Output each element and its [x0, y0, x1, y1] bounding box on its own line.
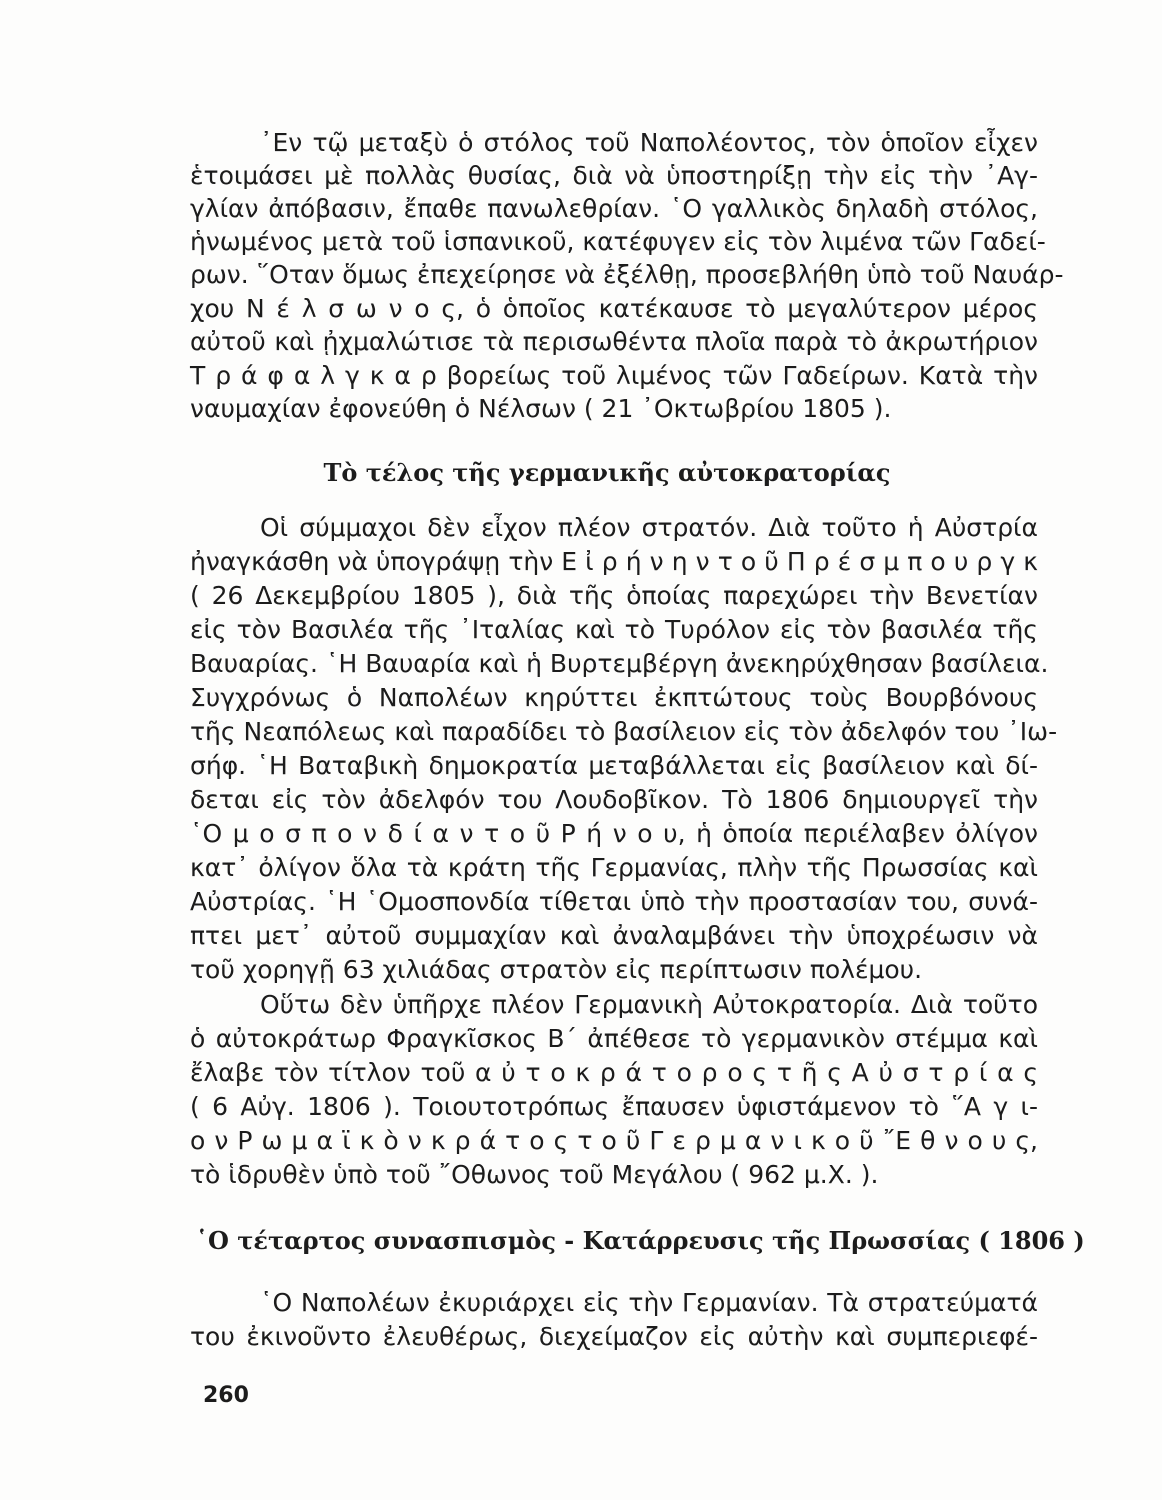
text-line: Αὐστρίας. ῾Η ῾Ομοσπονδία τίθεται ὑπὸ τὴν προστασίαν του, συνά- — [190, 887, 1038, 916]
text-line: σήφ. ῾Η Βαταβικὴ δημοκρατία μεταβάλλεται εἰς βασίλειον καὶ δί- — [190, 751, 1038, 780]
text-line: κατ᾿ ὀλίγον ὅλα τὰ κράτη τῆς Γερμανίας, πλὴν τῆς Πρωσσίας καὶ — [190, 853, 1038, 882]
text-line: τῆς Νεαπόλεως καὶ παραδίδει τὸ βασίλειον εἰς τὸν ἀδελφόν του ᾿Ιω- — [190, 717, 1058, 746]
page-number: 260 — [203, 1383, 249, 1408]
text-line: εἰς τὸν Βασιλέα τῆς ᾿Ιταλίας καὶ τὸ Τυρόλον εἰς τὸν βασιλέα τῆς — [190, 615, 1038, 644]
text-line: ἠναγκάσθη νὰ ὑπογράψῃ τὴν Ε ἰ ρ ή ν η ν τ ο ῦ Π ρ έ σ μ π ο υ ρ γ κ — [190, 547, 1038, 576]
text-line: ο ν Ρ ω μ α ϊ κ ὸ ν κ ρ ά τ ο ς τ ο ῦ Γ ε ρ μ α ν ι κ ο ῦ ῎Ε θ ν ο υ ς, — [190, 1126, 1038, 1155]
text-line: τὸ ἱδρυθὲν ὑπὸ τοῦ ῎Οθωνος τοῦ Μεγάλου ( 962 μ.Χ. ). — [190, 1160, 879, 1189]
text-line: του ἐκινοῦντο ἐλευθέρως, διεχείμαζον εἰς αὐτὴν καὶ συμπεριεφέ- — [190, 1322, 1038, 1351]
section-heading: Τὸ τέλος τῆς γερμανικῆς αὐτοκρατορίας — [323, 458, 891, 487]
text-line: αὐτοῦ καὶ ᾐχμαλώτισε τὰ περισωθέντα πλοῖα παρὰ τὸ ἀκρωτήριον — [190, 327, 1038, 356]
text-line: τοῦ χορηγῇ 63 χιλιάδας στρατὸν εἰς περίπτωσιν πολέμου. — [190, 955, 923, 984]
text-line: ῾Ο Ναπολέων ἐκυριάρχει εἰς τὴν Γερμανίαν. Τὰ στρατεύματά — [260, 1288, 1038, 1317]
text-line: ῾Ο μ ο σ π ο ν δ ί α ν τ ο ῦ Ρ ή ν ο υ, ἡ ὁποία περιέλαβεν ὀλίγον — [190, 819, 1038, 848]
text-line: ναυμαχίαν ἐφονεύθη ὁ Νέλσων ( 21 ᾿Οκτωβρίου 1805 ). — [190, 394, 892, 423]
text-line: ἡνωμένος μετὰ τοῦ ἱσπανικοῦ, κατέφυγεν εἰς τὸν λιμένα τῶν Γαδεί- — [190, 227, 1046, 256]
text-line: Οἱ σύμμαχοι δὲν εἶχον πλέον στρατόν. Διὰ τοῦτο ἡ Αὐστρία — [260, 513, 1038, 542]
text-line: ( 26 Δεκεμβρίου 1805 ), διὰ τῆς ὁποίας παρεχώρει τὴν Βενετίαν — [190, 581, 1038, 610]
text-line: Τ ρ ά φ α λ γ κ α ρ βορείως τοῦ λιμένος τῶν Γαδείρων. Κατὰ τὴν — [190, 361, 1038, 390]
text-line: γλίαν ἀπόβασιν, ἔπαθε πανωλεθρίαν. ῾Ο γαλλικὸς δηλαδὴ στόλος, — [190, 194, 1038, 223]
text-line: Συγχρόνως ὁ Ναπολέων κηρύττει ἐκπτώτους τοὺς Βουρβόνους — [190, 683, 1038, 712]
text-line: πτει μετ᾿ αὐτοῦ συμμαχίαν καὶ ἀναλαμβάνει τὴν ὑποχρέωσιν νὰ — [190, 921, 1038, 950]
text-line: ἑτοιμάσει μὲ πολλὰς θυσίας, διὰ νὰ ὑποστηρίξῃ τὴν εἰς τὴν ᾿Αγ- — [190, 161, 1038, 190]
text-line: χου Ν έ λ σ ω ν ο ς, ὁ ὁποῖος κατέκαυσε τὸ μεγαλύτερον μέρος — [190, 294, 1038, 323]
text-line: Οὕτω δὲν ὑπῆρχε πλέον Γερμανικὴ Αὐτοκρατορία. Διὰ τοῦτο — [260, 990, 1038, 1019]
text-line: ᾿Εν τῷ μεταξὺ ὁ στόλος τοῦ Ναπολέοντος, τὸν ὁποῖον εἶχεν — [260, 128, 1038, 157]
text-line: ὁ αὐτοκράτωρ Φραγκῖσκος Β΄ ἀπέθεσε τὸ γερμανικὸν στέμμα καὶ — [190, 1024, 1038, 1053]
text-line: ρων. ῞Οταν ὅμως ἐπεχείρησε νὰ ἐξέλθῃ, προσεβλήθη ὑπὸ τοῦ Ναυάρ- — [190, 260, 1064, 289]
text-line: δεται εἰς τὸν ἀδελφόν του Λουδοβῖκον. Τὸ 1806 δημιουργεῖ τὴν — [190, 785, 1038, 814]
text-line: ἔλαβε τὸν τίτλον τοῦ α ὐ τ ο κ ρ ά τ ο ρ ο ς τ ῆ ς Α ὐ σ τ ρ ί α ς — [190, 1058, 1038, 1087]
section-heading: ῾Ο τέταρτος συνασπισμὸς - Κατάρρευσις τῆς Πρωσσίας ( 1806 ) — [196, 1226, 1085, 1255]
text-line: ( 6 Αὐγ. 1806 ). Τοιουτοτρόπως ἔπαυσεν ὑφιστάμενον τὸ ῞Α γ ι- — [190, 1092, 1038, 1121]
text-line: Βαυαρίας. ῾Η Βαυαρία καὶ ἡ Βυρτεμβέργη ἀνεκηρύχθησαν βασίλεια. — [190, 649, 1049, 678]
